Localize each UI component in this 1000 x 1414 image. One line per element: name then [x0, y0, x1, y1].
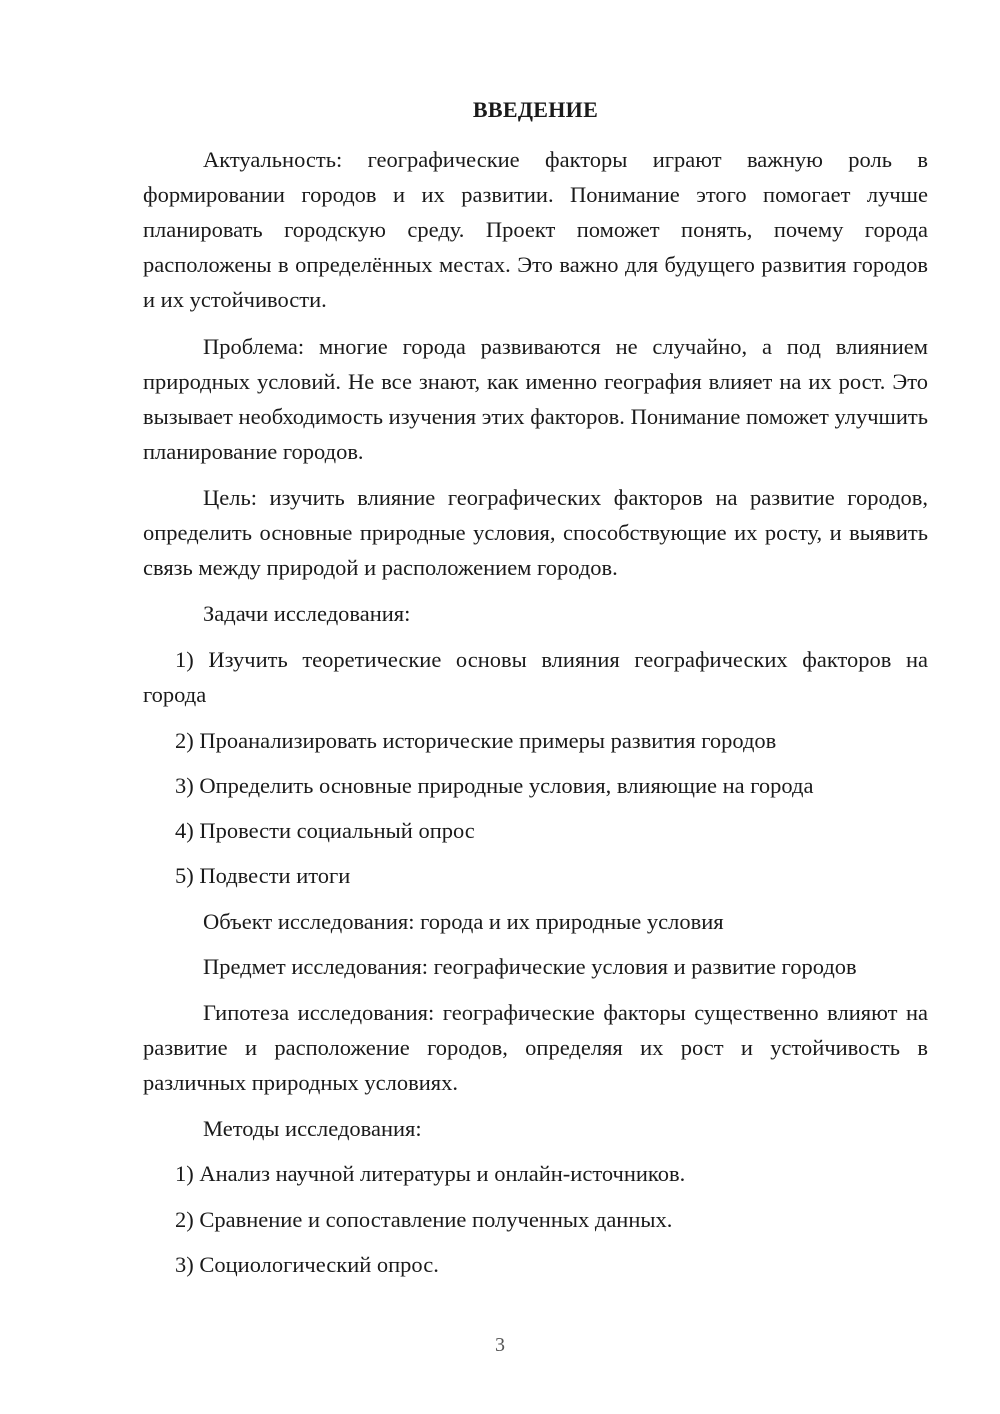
- task-item-2: 2) Проанализировать исторические примеры развития городов: [175, 728, 777, 753]
- task-item-5: 5) Подвести итоги: [175, 863, 351, 888]
- methods-heading: Методы исследования:: [203, 1116, 422, 1141]
- task-item-4: 4) Провести социальный опрос: [175, 818, 475, 843]
- problem-paragraph: Проблема: многие города развиваются не случайно, а под влиянием природных условий. Не все знают, как именно география влияет на их рост. Это вызывает необходимость изучения этих факторов. Понимание поможет улучшить планирование городов.: [143, 334, 928, 464]
- section-title: ВВЕДЕНИЕ: [472, 97, 599, 122]
- hypothesis-paragraph: Гипотеза исследования: географические факторы существенно влияют на развитие и расположение городов, определяя их рост и устойчивость в различных природных условиях.: [143, 1000, 928, 1095]
- goal-paragraph: Цель: изучить влияние географических факторов на развитие городов, определить основные природные условия, способствующие их росту, и выявить связь между природой и расположением городов.: [143, 485, 928, 580]
- method-item-2: 2) Сравнение и сопоставление полученных данных.: [175, 1207, 673, 1232]
- subject-line: Предмет исследования: географические условия и развитие городов: [203, 954, 857, 979]
- relevance-paragraph: Актуальность: географические факторы играют важную роль в формировании городов и их развитии. Понимание этого помогает лучше планировать городскую среду. Проект поможет понять, почему города расположены в определённых местах. Это важно для будущего развития городов и их устойчивости.: [143, 147, 928, 312]
- object-line: Объект исследования: города и их природные условия: [203, 909, 724, 934]
- method-item-1: 1) Анализ научной литературы и онлайн-источников.: [175, 1161, 686, 1186]
- task-item-3: 3) Определить основные природные условия, влияющие на города: [175, 773, 814, 798]
- method-item-3: 3) Социологический опрос.: [175, 1252, 439, 1277]
- task-item-1: 1) Изучить теоретические основы влияния географических факторов на города: [143, 647, 928, 707]
- page-number: 3: [495, 1334, 505, 1356]
- tasks-heading: Задачи исследования:: [203, 601, 411, 626]
